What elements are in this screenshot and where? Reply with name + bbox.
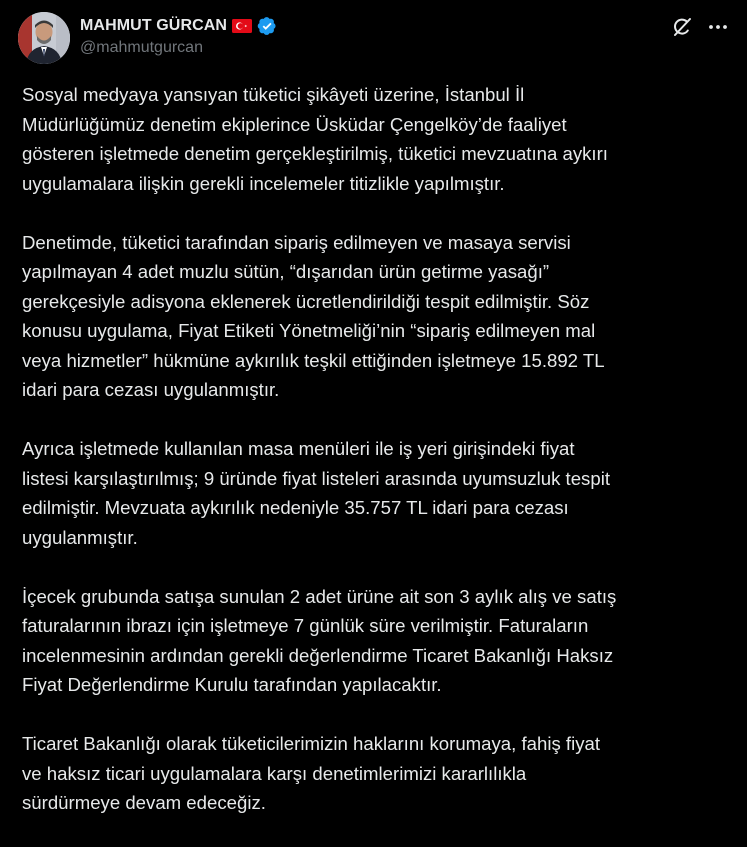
tweet-header (18, 12, 729, 64)
avatar[interactable] (18, 12, 70, 64)
tweet-actions (671, 16, 729, 38)
author-name-row (80, 15, 277, 37)
tweet-paragraph-5: Ticaret Bakanlığı olarak tüketicilerimizin haklarını korumaya, fahiş fiyat ve haksız ticari uygulamalara karşı denetimlerimizi kararlılıkla sürdürmeye devam edeceğiz. (22, 733, 601, 813)
author-info (80, 15, 277, 57)
avatar-image (18, 12, 70, 64)
author-display-name[interactable]: MAHMUT GÜRCAN (80, 17, 228, 34)
more-options-icon[interactable] (707, 16, 729, 38)
tweet-paragraph-4: İçecek grubunda satışa sunulan 2 adet ürüne ait son 3 aylık alış ve satış faturalarının ibrazı için işletmeye 7 günlük süre verilmiştir. Faturaların incelenmesinin ardından gerekli değerlendirme Ticaret Bakanlığı Haksız Fiyat Değerlendirme Kurulu tarafından yapılacaktır. (22, 585, 617, 695)
verified-badge-icon (257, 16, 277, 36)
tweet-paragraph-3: Ayrıca işletmede kullanılan masa menüleri ile iş yeri girişindeki fiyat listesi karşılaştırılmış; 9 üründe fiyat listeleri arasında uyumsuzluk tespit edilmiştir. Mevzuata aykırılık nedeniyle 35.757 TL idari para cezası uygulanmıştır. (22, 438, 610, 548)
author-handle[interactable]: @mahmutgurcan (80, 39, 203, 56)
tweet-paragraph-1: Sosyal medyaya yansıyan tüketici şikâyeti üzerine, İstanbul İl Müdürlüğümüz denetim ekiplerince Üsküdar Çengelköy’de faaliyet gösteren işletmede denetim gerçekleştirilmiş, tüketici mevzuatına aykırı uygulamalara ilişkin gerekli incelemeler titizlikle yapılmıştır. (22, 84, 608, 194)
grok-icon[interactable] (671, 16, 693, 38)
tweet-text (22, 80, 727, 847)
tweet-paragraph-2: Denetimde, tüketici tarafından sipariş edilmeyen ve masaya servisi yapılmayan 4 adet muzlu sütün, “dışarıdan ürün getirme yasağı” gerekçesiyle adisyona eklenerek ücretlendirildiği tespit edilmiştir. Söz konusu uygulama, Fiyat Etiketi Yönetmeliği’nin “sipariş edilmeyen mal veya hizmetler” hükmüne aykırılık teşkil ettiğinden işletmeye 15.892 TL idari para cezası uygulanmıştır. (22, 231, 605, 400)
turkey-flag-icon (232, 19, 252, 33)
